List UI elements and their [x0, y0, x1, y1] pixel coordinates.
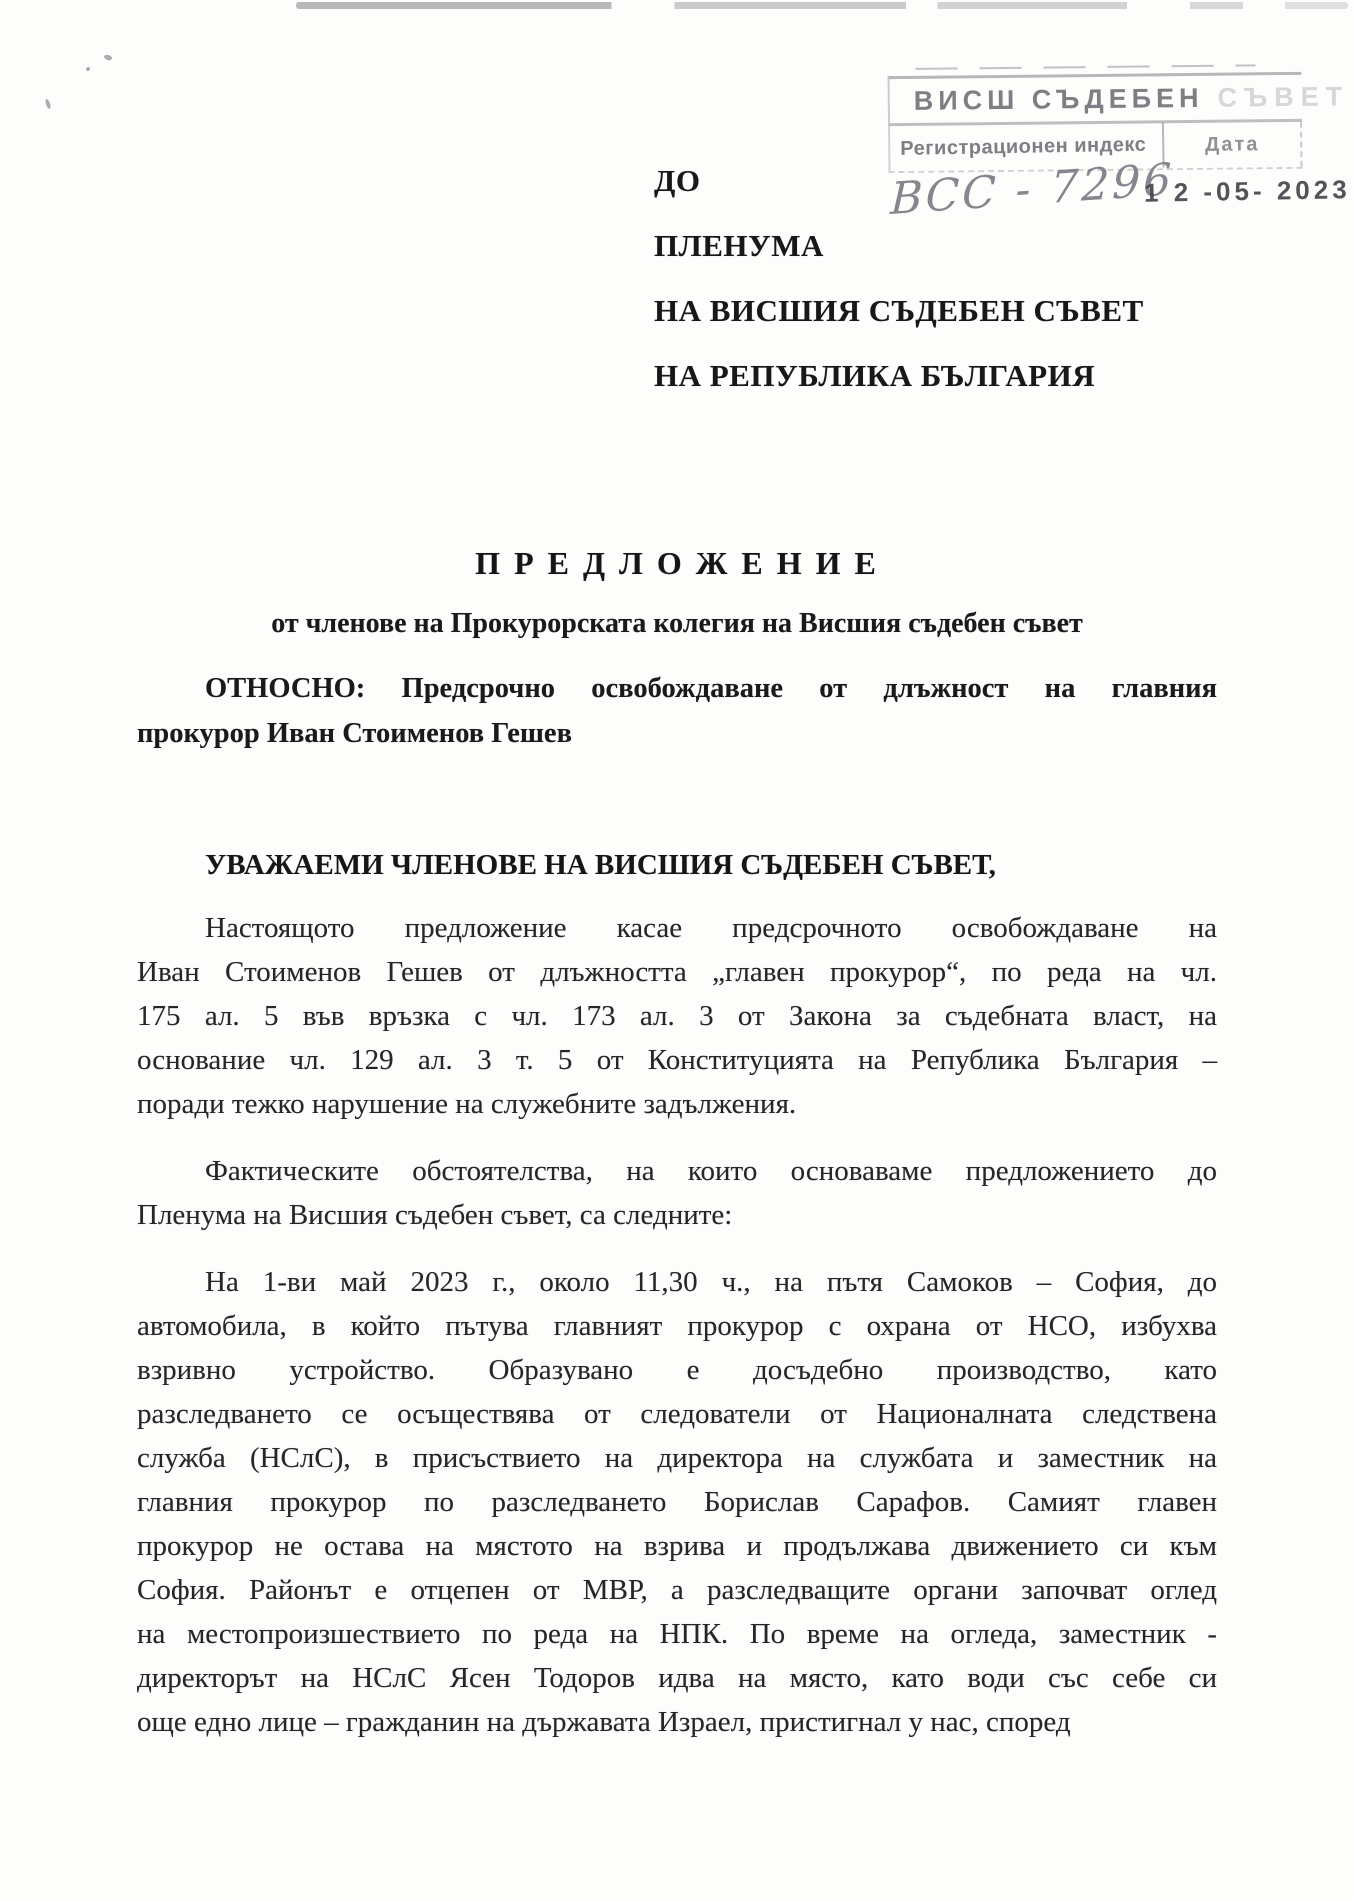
- text-line: ДО: [654, 163, 701, 198]
- subject-block: [137, 666, 1217, 756]
- text-line: На 1-ви май 2023 г., около 11,30 ч., на пътя Самоков – София, до: [205, 1266, 1217, 1298]
- text-line: автомобила, в който пътува главният прокурор с охрана от НСО, избухва: [137, 1310, 1217, 1342]
- stamp-reg-index-label: Регистрационен индекс: [890, 122, 1165, 172]
- text-line: взривно устройство. Образувано е досъдебно производство, като: [137, 1354, 1217, 1386]
- stamp-org-name-faded: СЪВЕТ: [1217, 80, 1350, 113]
- handwritten-reg-number: ВСС - 7296: [889, 153, 1176, 226]
- text-line: НА ВИСШИЯ СЪДЕБЕН СЪВЕТ: [654, 293, 1144, 328]
- scan-speck: [44, 99, 51, 110]
- document-body: [137, 843, 1217, 1767]
- text-line: още едно лице – гражданин на държавата Израел, пристигнал у нас, според: [137, 1706, 1071, 1738]
- text-line: НА РЕПУБЛИКА БЪЛГАРИЯ: [654, 358, 1096, 393]
- text-line: разследването се осъществява от следователи от Националната следствена: [137, 1398, 1217, 1430]
- text-line: ОТНОСНО: Предсрочно освобождаване от длъжност на главния: [205, 673, 1217, 704]
- text-line: Иван Стоименов Гешев от длъжността „главен прокурор“, по реда на чл.: [137, 956, 1217, 988]
- text-line: прокурор не остава на мястото на взрива и продължава движението си към: [137, 1530, 1217, 1562]
- stamp-org-row: [888, 72, 1350, 126]
- author-line: от членове на Прокурорската колегия на Висшия съдебен съвет: [271, 608, 1083, 639]
- text-line: Настоящото предложение касае предсрочното освобождаване на: [205, 912, 1217, 944]
- text-line: директорът на НСлС Ясен Тодоров идва на място, като води със себе си: [137, 1662, 1217, 1694]
- text-line: ПЛЕНУМА: [654, 228, 824, 263]
- text-line: основание чл. 129 ал. 3 т. 5 от Конституцията на Република България –: [137, 1044, 1217, 1076]
- stamp-date-label: Дата: [1164, 122, 1302, 168]
- paragraph-1: [137, 906, 1217, 1126]
- text-line: София. Районът е отцепен от МВР, а разследващите органи започват оглед: [137, 1574, 1217, 1606]
- text-line: на местопроизшествието по реда на НПК. По време на огледа, заместник -: [137, 1618, 1217, 1650]
- text-line: поради тежко нарушение на служебните задължения.: [137, 1088, 797, 1120]
- paragraph-2: [137, 1149, 1217, 1237]
- scan-artifact-top: [296, 2, 1348, 9]
- text-line: 175 ал. 5 във връзка с чл. 173 ал. 3 от Закона за съдебната власт, на: [137, 1000, 1217, 1032]
- text-line: служба (НСлС), в присъствието на директора на службата и заместник на: [137, 1442, 1217, 1474]
- date-stamp-value: 1 2 -05- 2023: [1143, 174, 1351, 208]
- paragraph-3: [137, 1260, 1217, 1744]
- scan-speck: [86, 67, 90, 71]
- text-line: главния прокурор по разследването Борислав Сарафов. Самият главен: [137, 1486, 1217, 1518]
- text-line: Фактическите обстоятелства, на които основаваме предложението до: [205, 1155, 1217, 1187]
- stamp-org-name: ВИСШ СЪДЕБЕН: [913, 82, 1204, 116]
- scan-speck: [103, 54, 112, 62]
- salutation-line: УВАЖАЕМИ ЧЛЕНОВЕ НА ВИСШИЯ СЪДЕБЕН СЪВЕТ,: [205, 849, 996, 881]
- text-line: Пленума на Висшия съдебен съвет, са следните:: [137, 1199, 733, 1231]
- recipient-block: [654, 148, 1144, 408]
- text-line: прокурор Иван Стоименов Гешев: [137, 718, 572, 749]
- document-title: П Р Е Д Л О Ж Е Н И Е: [475, 545, 879, 581]
